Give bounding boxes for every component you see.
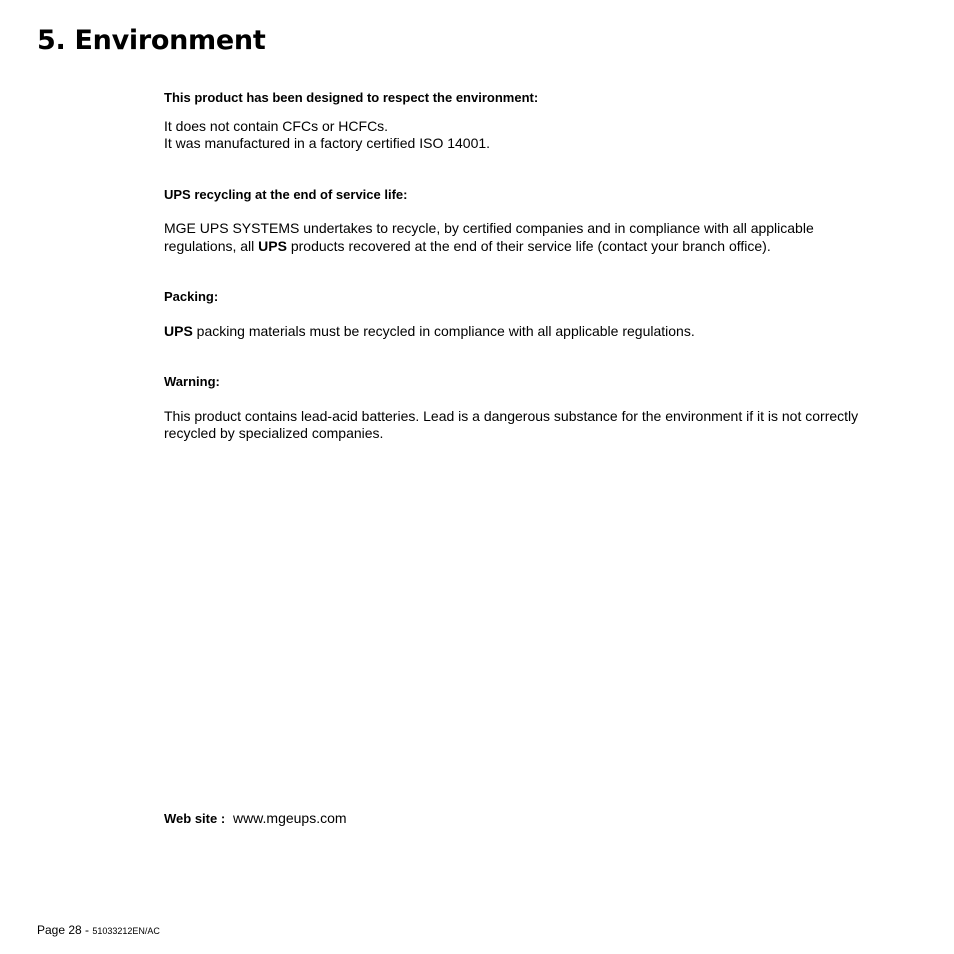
intro-heading: This product has been designed to respect the environment:: [164, 90, 539, 105]
recycling-text-ups: UPS: [258, 237, 287, 254]
warning-heading: Warning:: [164, 374, 220, 389]
page-content: [164, 89, 864, 443]
packing-text: [164, 323, 864, 341]
recycling-text: [164, 220, 864, 255]
document-reference: 51033212EN/AC: [92, 926, 160, 936]
website-label: Web site :: [164, 811, 226, 826]
packing-heading: Packing:: [164, 289, 219, 304]
page-number: Page 28 -: [37, 923, 93, 937]
intro-line-cfc: It does not contain CFCs or HCFCs.: [164, 117, 389, 134]
warning-text: This product contains lead-acid batteries. Lead is a dangerous substance for the environment if it is not correctly recycled by specialized companies.: [164, 407, 859, 441]
recycling-text-part1: MGE UPS SYSTEMS undertakes to recycle, by certified companies and in compliance with all applicable regulations, all: [164, 220, 814, 254]
page-title: 5. Environment: [37, 25, 266, 56]
website-url[interactable]: www.mgeups.com: [232, 810, 347, 826]
packing-text-body: packing materials must be recycled in compliance with all applicable regulations.: [192, 322, 695, 339]
page-footer: [37, 923, 160, 937]
recycling-text-part2: products recovered at the end of their service life (contact your branch office).: [286, 237, 771, 254]
recycling-heading: UPS recycling at the end of service life:: [164, 186, 408, 202]
packing-text-ups: UPS: [164, 322, 193, 339]
website-line: [164, 810, 347, 826]
intro-line-iso: It was manufactured in a factory certified ISO 14001.: [164, 135, 491, 151]
